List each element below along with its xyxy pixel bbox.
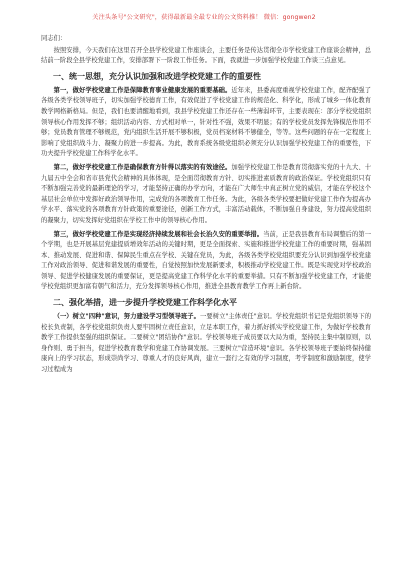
paragraph-1	[41, 86, 371, 160]
intro-paragraph: 按照安排，今天我们在这里召开全县学校党建工作座谈会，主要任务是传达贯彻全市学校党建工作座谈会精神，总结前一阶段全县学校党建工作，安排部署下一阶段工作任务。下面，我就进一步加强学校党建工作谈三点意见。	[41, 46, 371, 65]
paragraph-1-body: 近年来，县委高度重视学校党建工作，配齐配强了各级各类学校领导班子，切实加强学校德育工作，有效促进了学校党建工作的规范化、科学化，形成了城乡一体化教育教学网格新格局。但是，我们也要清醒地看到，我县学校党建工作还存在一些薄弱环节，主要表现在：部分学校党组织领导核心作用发挥不够；组织活动内容、方式相对单一，针对性不强，效果不明显；有的学校党员发挥先锋模范作用不够；党员教育管理不够规范，党内组织生活开展不够积极，党员档案材料不够健全，等等。这些问题的存在一定程度上影响了党组织战斗力、凝聚力的进一步提高。为此，教育系统各级党组织必须充分认识加强学校党建工作的重要性，下功夫提升学校党建工作科学化水平。	[41, 86, 372, 158]
paragraph-3-lead: 第三，做好学校党建工作是实现经济持续发展和社会长治久安的重要举措。	[53, 230, 264, 238]
section-1-heading: 一、统一思想，充分认识加强和改进学校党建工作的重要性	[53, 71, 261, 81]
paragraph-3-body: 当前，正是我县教育布局调整后的第一个学期，也是开展基层党建提质增效年活动的关键时期，更是全面探索、实施和推进学校党建工作的重要时期，强基固本、推动发展、促进和谐、保障民生重点在学校、关键在党员，为此，各级各类学校党组织要充分认识到加强学校党建工作对政治领导、促进和谐发展的重要性，自觉按照加快发展新要求，积极推动学校党建工作。既是实现党对学校政治领导、促进学校健康发展的重要保证，更是提高党建工作科学化水平的重要举措。只有不断加强学校党建工作，才能使学校党组织更加富有朝气和活力，充分发挥领导核心作用，推进全县教育教学工作再上新台阶。	[41, 230, 372, 291]
paragraph-1-lead: 第一，做好学校党建工作是保障教育事业健康发展的重要基础。	[53, 86, 232, 94]
paragraph-2-body: 加强学校党建工作是教育贯彻落实党的十九大、十九届五中全会和省市县党代会精神的具体体现，是全面贯彻教育方针、切实推进素质教育的政治保证。学校党组织只有不断加强完善党的最新理论的学习，才能坚持正确的办学方向，才能在广大师生中真正树立党的威信，才能在学校这个基层社会单位中发挥好政治领导作用，完成党的各项教育工作任务。为此，各级各类学校要把做好党建工作作为提高办学水平、落实党的各项教育方针政策的重要途径，创新工作方式，丰富活动载体，不断加强自身建设，努力提高党组织的凝聚力，切实发挥好党组织在学校工作中的领导核心作用。	[41, 163, 372, 224]
paragraph-4	[41, 312, 371, 376]
paragraph-2	[41, 163, 371, 227]
paragraph-4-lead: （一）树立"四种"意识，努力建设学习型领导班子。	[53, 313, 201, 321]
paragraph-2-lead: 第二，做好学校党建工作是确保教育方针得以落实的有效途径。	[53, 163, 232, 171]
document-body	[41, 34, 371, 379]
paragraph-3	[41, 230, 371, 294]
header-banner: 关注头条号"公文研究"，获得最新最全最专业的公文资料推！ 微信：gongwen2	[92, 14, 316, 21]
paragraph-4-body: 一要树立"主体责任"意识。学校党组织书记是党组织领导下的校长负责制，各学校党组织负责人要牢固树立责任意识，立足本职工作，着力抓好抓实学校党建工作，为做好学校教育教学工作提供坚强的组织保证。二要树立"团结协作"意识。学校领导班子成员要以大局为重，坚持民主集中制原则，以身作则、勇于担当，促进学校教育教学和党建工作协调发展。三要树立"营造环境"意识。各学校领导班子要始终保持健康向上的学习状态，形成崇尚学习、尊重人才的良好风尚，建立一套行之有效的学习制度，考学制度和激励制度，使学习过程成为	[41, 313, 372, 374]
greeting: 同志们：	[41, 35, 67, 42]
section-2-heading: 二、强化举措，进一步提升学校党建工作科学化水平	[53, 298, 237, 308]
